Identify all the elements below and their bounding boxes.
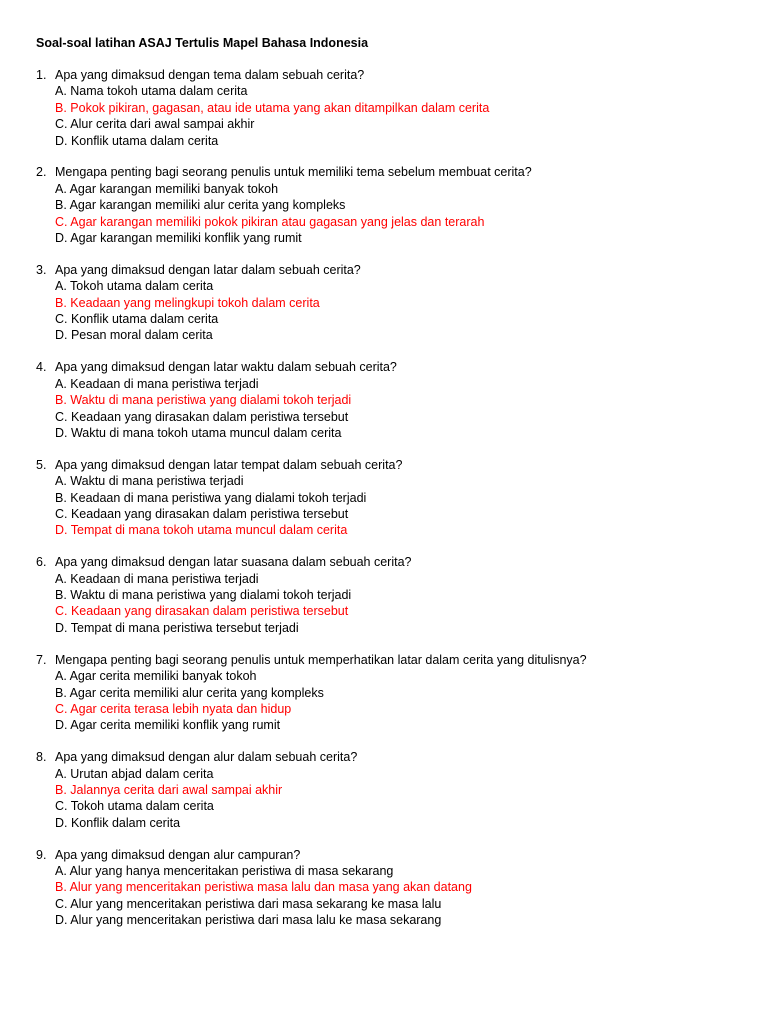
answer-option: A. Agar karangan memiliki banyak tokoh [55,181,279,196]
question-number: 4. [36,360,47,375]
question-text: Mengapa penting bagi seorang penulis untuk memiliki tema sebelum membuat cerita? [55,165,532,180]
question-item [36,67,736,149]
answer-option: A. Keadaan di mana peristiwa terjadi [55,376,259,391]
question-number: 1. [36,68,47,82]
answer-option: D. Pesan moral dalam cerita [55,328,213,343]
question-line [36,847,736,863]
question-line [36,262,736,278]
answer-option-correct: D. Tempat di mana tokoh utama muncul dalam cerita [55,523,348,538]
answer-option: B. Waktu di mana peristiwa yang dialami tokoh terjadi [55,588,352,603]
answer-option: B. Agar karangan memiliki alur cerita yang kompleks [55,198,346,213]
question-number: 8. [36,750,47,765]
question-line [36,554,736,570]
question-text: Apa yang dimaksud dengan latar dalam sebuah cerita? [55,262,361,277]
answer-option: D. Agar karangan memiliki konflik yang rumit [55,231,302,246]
answer-option: A. Keadaan di mana peristiwa terjadi [55,571,259,586]
answer-option-correct: C. Agar karangan memiliki pokok pikiran atau gagasan yang jelas dan terarah [55,214,485,229]
question-number: 9. [36,847,47,862]
question-item [36,359,736,441]
answer-option: D. Waktu di mana tokoh utama muncul dalam cerita [55,425,342,440]
question-line [36,652,736,668]
answer-option-correct: B. Keadaan yang melingkupi tokoh dalam cerita [55,295,320,310]
answer-option: A. Tokoh utama dalam cerita [55,279,214,294]
question-item [36,164,736,246]
question-text: Apa yang dimaksud dengan latar tempat dalam sebuah cerita? [55,457,403,472]
question-item [36,749,736,831]
question-item [36,554,736,636]
answer-option: D. Konflik utama dalam cerita [55,133,219,148]
answer-option: A. Nama tokoh utama dalam cerita [55,84,248,99]
answer-option: A. Agar cerita memiliki banyak tokoh [55,669,257,684]
answer-option-correct: B. Pokok pikiran, gagasan, atau ide utama yang akan ditampilkan dalam cerita [55,100,490,115]
answer-option: A. Alur yang hanya menceritakan peristiwa di masa sekarang [55,864,394,879]
question-text: Apa yang dimaksud dengan latar waktu dalam sebuah cerita? [55,360,397,375]
answer-option: C. Alur yang menceritakan peristiwa dari masa sekarang ke masa lalu [55,896,442,911]
question-number: 5. [36,457,47,472]
question-number: 6. [36,555,47,570]
answer-option-correct: B. Alur yang menceritakan peristiwa masa lalu dan masa yang akan datang [55,880,472,895]
question-line [36,164,736,180]
question-number: 3. [36,262,47,277]
answer-option: B. Agar cerita memiliki alur cerita yang kompleks [55,685,324,700]
question-number: 2. [36,165,47,180]
answer-option: A. Urutan abjad dalam cerita [55,766,214,781]
question-text: Apa yang dimaksud dengan alur campuran? [55,847,301,862]
question-item [36,457,736,539]
question-item [36,847,736,929]
answer-option: D. Agar cerita memiliki konflik yang rumit [55,718,281,733]
answer-option: D. Konflik dalam cerita [55,815,181,830]
question-line [36,359,736,375]
question-text: Apa yang dimaksud dengan tema dalam sebuah cerita? [55,68,365,82]
document-title: Soal-soal latihan ASAJ Tertulis Mapel Bahasa Indonesia [36,36,369,50]
question-text: Apa yang dimaksud dengan alur dalam sebuah cerita? [55,750,358,765]
question-item [36,652,736,734]
answer-option: D. Alur yang menceritakan peristiwa dari masa lalu ke masa sekarang [55,913,442,928]
question-number: 7. [36,652,47,667]
document-body [36,35,736,944]
answer-option-correct: B. Jalannya cerita dari awal sampai akhir [55,782,283,797]
answer-option-correct: B. Waktu di mana peristiwa yang dialami tokoh terjadi [55,393,352,408]
answer-option: C. Konflik utama dalam cerita [55,312,219,327]
question-text: Apa yang dimaksud dengan latar suasana dalam sebuah cerita? [55,555,412,570]
answer-option: C. Tokoh utama dalam cerita [55,799,214,814]
question-list [36,67,736,929]
question-line [36,749,736,765]
answer-option: B. Keadaan di mana peristiwa yang dialami tokoh terjadi [55,490,367,505]
question-line [36,457,736,473]
question-text: Mengapa penting bagi seorang penulis untuk memperhatikan latar dalam cerita yang ditulisnya? [55,652,587,667]
answer-option-correct: C. Agar cerita terasa lebih nyata dan hidup [55,701,292,716]
question-item [36,262,736,344]
question-line [36,67,736,83]
answer-option: C. Keadaan yang dirasakan dalam peristiwa tersebut [55,409,349,424]
answer-option: C. Alur cerita dari awal sampai akhir [55,117,255,132]
answer-option: D. Tempat di mana peristiwa tersebut terjadi [55,620,299,635]
answer-option-correct: C. Keadaan yang dirasakan dalam peristiwa tersebut [55,604,349,619]
answer-option: C. Keadaan yang dirasakan dalam peristiwa tersebut [55,506,349,521]
answer-option: A. Waktu di mana peristiwa terjadi [55,474,244,489]
